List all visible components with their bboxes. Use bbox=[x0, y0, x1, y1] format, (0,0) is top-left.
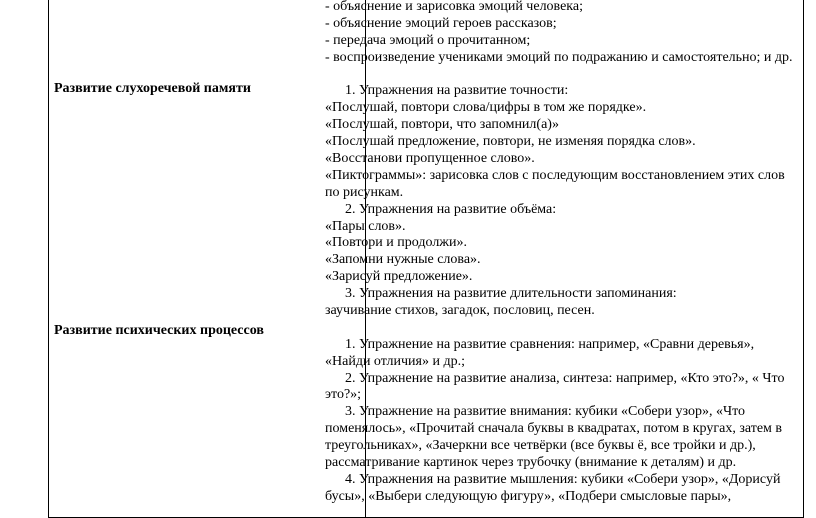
exercise-heading: 1. Упражнения на развитие точности: bbox=[345, 83, 569, 99]
text-line: «Пиктограммы»: зарисовка слов с последующим восстановлением этих слов bbox=[325, 167, 785, 183]
text-line: по рисункам. bbox=[325, 184, 404, 200]
text-line: «Послушай, повтори, что запомнил(а)» bbox=[325, 117, 559, 133]
methods-table bbox=[48, 0, 804, 518]
text-line: - объяснение эмоций героев рассказов; bbox=[325, 15, 557, 31]
exercises-cell bbox=[325, 0, 800, 506]
spacer bbox=[325, 320, 800, 337]
row-label-mental-processes: Развитие психических процессов bbox=[54, 323, 264, 338]
text-line: - передача эмоций о прочитанном; bbox=[325, 32, 531, 48]
text-line: бусы», «Выбери следующую фигуру», «Подбери смысловые пары», bbox=[325, 488, 732, 504]
spacer bbox=[325, 67, 800, 84]
exercise-heading: 1. Упражнение на развитие сравнения: например, «Сравни деревья», bbox=[345, 336, 755, 352]
text-line: «Запомни нужные слова». bbox=[325, 252, 481, 268]
text-line: треугольниках», «Зачеркни все четвёрки (все буквы ё, все тройки и др.), bbox=[325, 438, 756, 454]
text-line: - воспроизведение учениками эмоций по подражанию и самостоятельно; и др. bbox=[325, 49, 793, 65]
text-line: «Найди отличия» и др.; bbox=[325, 353, 465, 369]
text-line: «Послушай предложение, повтори, не изменяя порядка слов». bbox=[325, 134, 696, 150]
text-line: - объяснение и зарисовка эмоций человека; bbox=[325, 0, 583, 14]
text-line: рассматривание картинок через трубочку (внимание к деталям) и др. bbox=[325, 455, 737, 471]
text-line: это?»; bbox=[325, 387, 362, 403]
exercise-heading: 4. Упражнения на развитие мышления: кубики «Собери узор», «Дорисуй bbox=[345, 471, 781, 487]
text-line: заучивание стихов, загадок, пословиц, песен. bbox=[325, 303, 595, 319]
text-line: «Пары слов». bbox=[325, 218, 406, 234]
exercise-heading: 3. Упражнение на развитие внимания: кубики «Собери узор», «Что bbox=[345, 404, 746, 420]
text-line: «Повтори и продолжи». bbox=[325, 235, 467, 251]
exercise-heading: 2. Упражнение на развитие анализа, синтеза: например, «Кто это?», « Что bbox=[345, 370, 785, 386]
text-line: «Зарисуй предложение». bbox=[325, 269, 473, 285]
text-line: «Восстанови пропущенное слово». bbox=[325, 151, 535, 167]
text-line: «Послушай, повтори слова/цифры в том же порядке». bbox=[325, 100, 647, 116]
text-line: поменялось», «Прочитай сначала буквы в квадратах, потом в кругах, затем в bbox=[325, 421, 783, 437]
exercise-heading: 2. Упражнения на развитие объёма: bbox=[345, 201, 557, 217]
row-label-auditory-memory: Развитие слухоречевой памяти bbox=[54, 81, 251, 96]
exercise-heading: 3. Упражнения на развитие длительности запоминания: bbox=[345, 286, 677, 302]
